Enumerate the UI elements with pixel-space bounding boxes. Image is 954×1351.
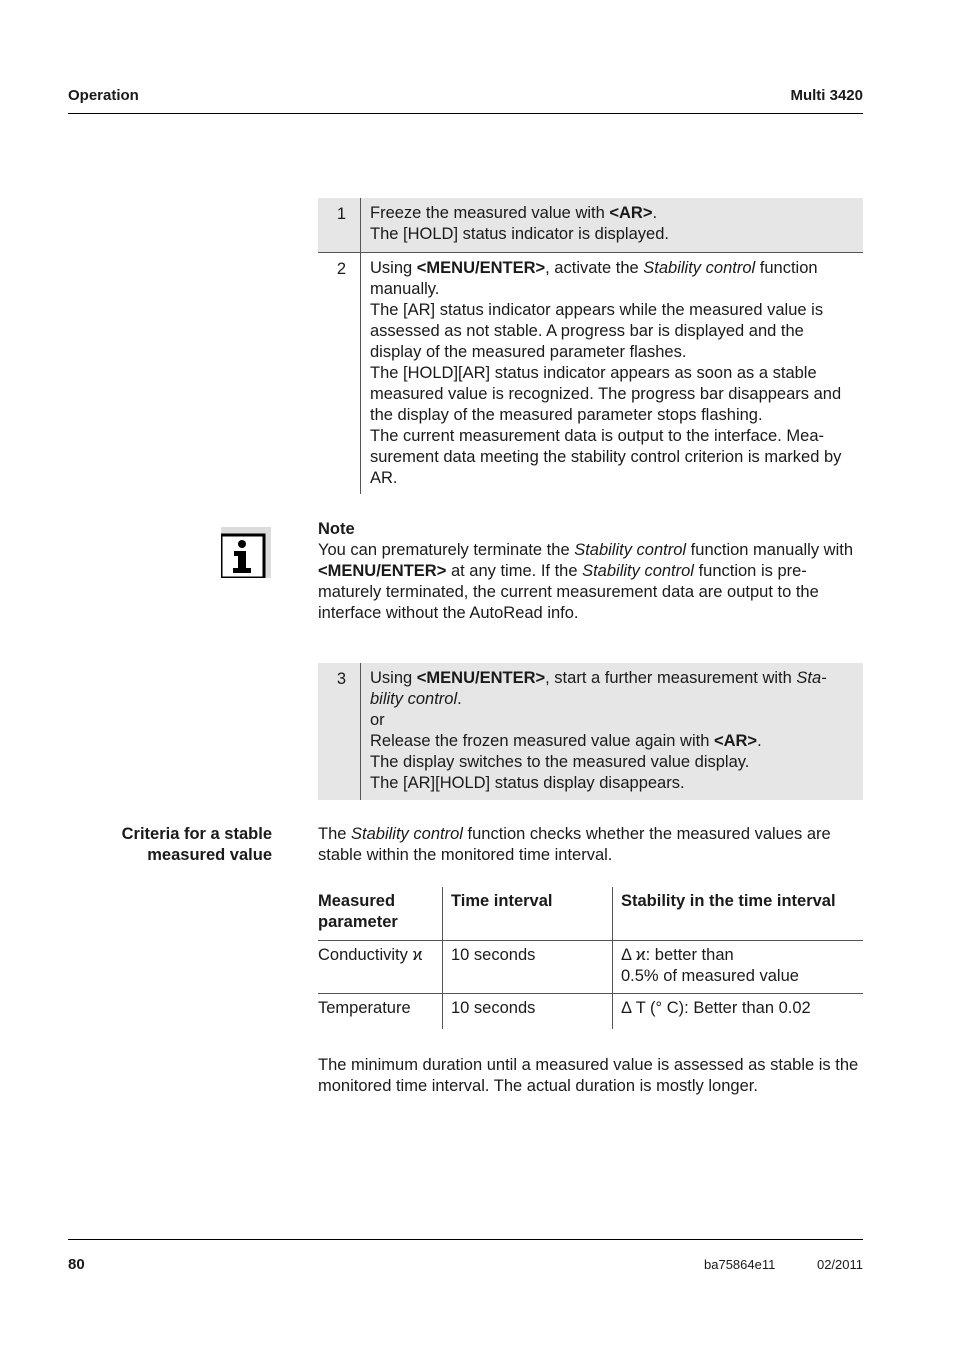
document-date: 02/2011 [816, 1257, 863, 1272]
criteria-closing: The minimum duration until a measured value is assessed as stable is the monitored time interval. The actual duration is mostly longer. [318, 1056, 859, 1095]
info-icon [221, 527, 271, 578]
header-section-title: Operation [68, 87, 139, 104]
header-product-name: Multi 3420 [790, 87, 863, 104]
step-1 [318, 198, 863, 252]
step-text: Using <MENU/ENTER>, activate the Stability control function manually. The [AR] status indicator appears while the measured value is assessed as not stable. A progress bar is displayed and the display of the measured parameter flashes. The [HOLD][AR] status indicator appears as soon as a stable measured value is recognized. The progress bar disappears and the display of the measured parameter stops flashing. The current measurement data is output to the interface. Mea-surement data meeting the stability control criterion is marked by AR. [370, 259, 842, 487]
criteria-intro: The Stability control function checks whether the measured values are stable within the monitored time interval. [318, 825, 831, 864]
step-number: 1 [318, 198, 361, 252]
step-text: Using <MENU/ENTER>, start a further measurement with Sta-bility control. or Release the frozen measured value again with <AR>. The display switches to the measured value display. The [AR][HOLD] status display disappears. [370, 669, 827, 792]
column-header: Stability in the time interval [613, 887, 864, 941]
header-rule [68, 113, 863, 114]
note-body: You can prematurely terminate the Stability control function manually with <MENU/ENTER> at any time. If the Stability control function is pre-maturely terminated, the current measurement data are output to the interface without the AutoRead info. [318, 541, 854, 622]
footer-rule [68, 1239, 863, 1240]
page-number: 80 [68, 1256, 85, 1273]
table-row [318, 941, 863, 994]
table-cell: Temperature [318, 999, 411, 1017]
criteria-table [318, 887, 863, 1029]
table-cell: Δ T (° C): Better than 0.02 [613, 994, 864, 1030]
step-3 [318, 663, 863, 800]
column-header: Time interval [443, 887, 613, 941]
step-number: 3 [318, 663, 361, 800]
table-cell: Δ ϰ: better than 0.5% of measured value [613, 941, 864, 994]
table-header-row [318, 887, 863, 941]
step-number: 2 [318, 253, 361, 494]
document-id: ba75864e11 [704, 1257, 776, 1272]
step-text: Freeze the measured value with <AR>. The [HOLD] status indicator is displayed. [370, 204, 669, 243]
note-title: Note [318, 520, 355, 538]
table-cell: Conductivity ϰ [318, 941, 443, 994]
table-cell: 10 seconds [443, 994, 613, 1030]
table-cell: 10 seconds [443, 941, 613, 994]
criteria-side-label: Criteria for a stable measured value [121, 825, 272, 864]
step-2 [318, 252, 863, 494]
table-row [318, 994, 863, 1030]
column-header: Measured parameter [318, 887, 443, 941]
